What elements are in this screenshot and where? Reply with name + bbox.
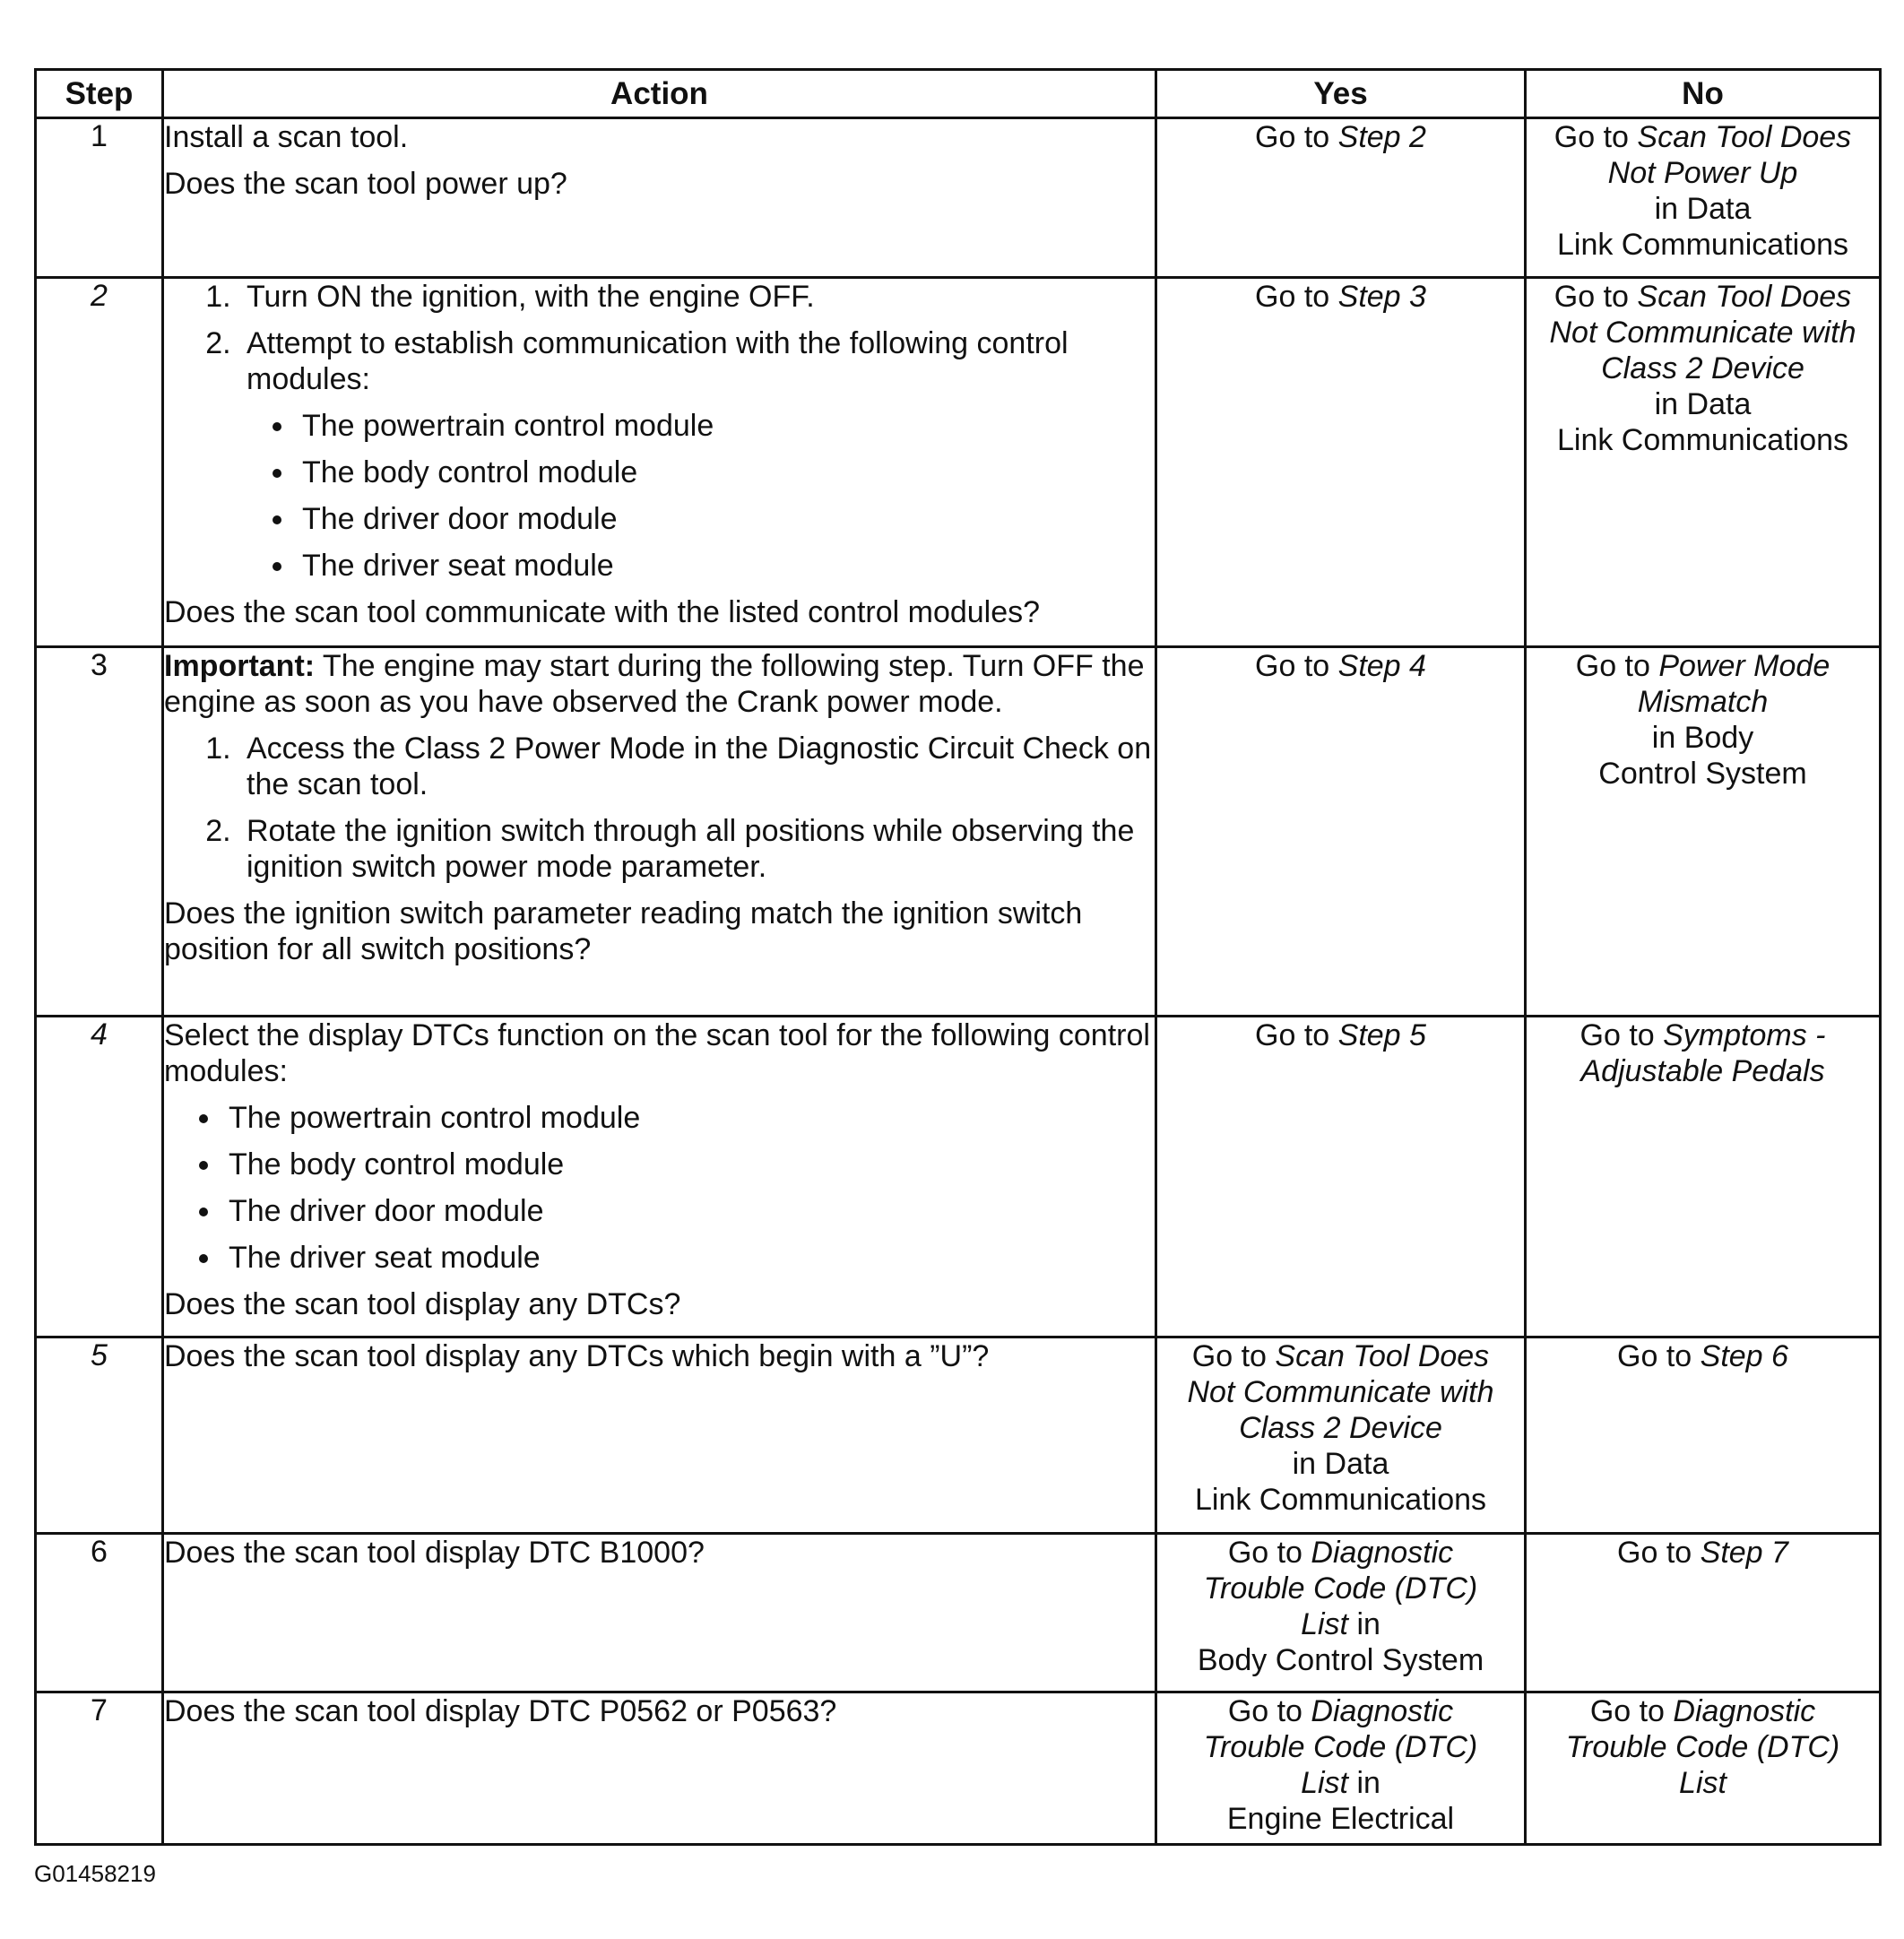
no-prefix: Go to xyxy=(1553,120,1638,154)
action-question: Does the ignition switch parameter reading match the ignition switch position for all switch positions? xyxy=(164,896,1083,966)
bullet-item: • The driver door module xyxy=(223,1193,1155,1229)
action-question: Does the scan tool display any DTCs? xyxy=(164,1287,681,1321)
yes-prefix: Go to xyxy=(1255,120,1338,154)
action-cell xyxy=(163,1534,1156,1692)
step-number: 7 xyxy=(36,1692,163,1845)
no-cell xyxy=(1526,118,1881,278)
action-question: Does the scan tool power up? xyxy=(164,167,567,201)
yes-link[interactable]: Step 3 xyxy=(1337,280,1426,314)
bullet-item: • The powertrain control module xyxy=(297,408,1155,444)
yes-text: in xyxy=(1348,1607,1380,1641)
bullet-item: • The driver seat module xyxy=(223,1240,1155,1276)
yes-link[interactable]: Diagnostic xyxy=(1311,1694,1454,1728)
numbered-list xyxy=(164,731,1155,885)
step-number: 6 xyxy=(36,1534,163,1692)
no-link-cont[interactable]: Trouble Code (DTC) xyxy=(1565,1730,1840,1764)
table-row xyxy=(36,118,1881,278)
numbered-list xyxy=(164,279,1155,584)
table-header-row xyxy=(36,70,1881,118)
step-number: 3 xyxy=(36,647,163,1017)
no-text: in Data xyxy=(1654,387,1752,421)
bullet-list xyxy=(164,1100,1155,1276)
bullet-item: • The powertrain control module xyxy=(223,1100,1155,1136)
no-prefix: Go to xyxy=(1617,1536,1701,1570)
no-link-cont[interactable]: Not Communicate with xyxy=(1549,316,1856,350)
yes-text: Engine Electrical xyxy=(1226,1802,1455,1836)
important-label: Important: xyxy=(164,649,316,683)
no-link-cont[interactable]: Not Power Up xyxy=(1607,156,1798,190)
yes-cell xyxy=(1156,1337,1526,1534)
no-link[interactable]: Scan Tool Does xyxy=(1637,120,1852,154)
no-cell xyxy=(1526,647,1881,1017)
no-text: in Data xyxy=(1654,192,1752,226)
action-cell xyxy=(163,278,1156,647)
no-link-cont[interactable]: Class 2 Device xyxy=(1601,351,1804,385)
no-prefix: Go to xyxy=(1575,649,1659,683)
no-text: Control System xyxy=(1598,757,1807,791)
no-link-cont[interactable]: Adjustable Pedals xyxy=(1580,1054,1825,1088)
yes-link[interactable]: Scan Tool Does xyxy=(1275,1339,1490,1373)
no-cell xyxy=(1526,1692,1881,1845)
list-item: 2. Rotate the ignition switch through all positions while observing the ignition switch power mode parameter. xyxy=(239,813,1155,885)
yes-link-cont[interactable]: Class 2 Device xyxy=(1239,1411,1442,1445)
yes-link[interactable]: Diagnostic xyxy=(1311,1536,1454,1570)
no-prefix: Go to xyxy=(1553,280,1638,314)
yes-prefix: Go to xyxy=(1191,1339,1276,1373)
no-cell xyxy=(1526,1534,1881,1692)
yes-text: in xyxy=(1348,1766,1380,1800)
no-link[interactable]: Symptoms - xyxy=(1663,1018,1826,1052)
yes-prefix: Go to xyxy=(1255,649,1338,683)
no-cell xyxy=(1526,1337,1881,1534)
yes-link-cont[interactable]: Trouble Code (DTC) xyxy=(1203,1730,1478,1764)
yes-link-cont[interactable]: List xyxy=(1301,1607,1348,1641)
step-number: 2 xyxy=(36,278,163,647)
important-text: The engine may start during the following step. Turn OFF the engine as soon as you have observed the Crank power mode. xyxy=(164,649,1145,719)
list-item xyxy=(239,325,1155,584)
yes-text: in Data xyxy=(1292,1447,1389,1481)
step-number: 1 xyxy=(36,118,163,278)
header-no: No xyxy=(1526,70,1881,118)
action-cell xyxy=(163,647,1156,1017)
no-prefix: Go to xyxy=(1617,1339,1701,1373)
action-cell xyxy=(163,1017,1156,1337)
no-text: Link Communications xyxy=(1556,423,1849,457)
figure-id: G01458219 xyxy=(34,1860,156,1887)
action-question: Does the scan tool display any DTCs which begin with a ”U”? xyxy=(164,1339,990,1373)
yes-link-cont[interactable]: List xyxy=(1301,1766,1348,1800)
step-number: 4 xyxy=(36,1017,163,1337)
no-link[interactable]: Step 7 xyxy=(1700,1536,1788,1570)
no-cell xyxy=(1526,278,1881,647)
yes-prefix: Go to xyxy=(1227,1536,1311,1570)
table-row xyxy=(36,1017,1881,1337)
no-link[interactable]: Power Mode xyxy=(1658,649,1830,683)
bullet-list xyxy=(247,408,1155,584)
header-yes: Yes xyxy=(1156,70,1526,118)
no-link[interactable]: Scan Tool Does xyxy=(1637,280,1852,314)
action-cell xyxy=(163,1692,1156,1845)
bullet-item: • The driver door module xyxy=(297,501,1155,537)
yes-prefix: Go to xyxy=(1255,280,1338,314)
action-question: Does the scan tool display DTC B1000? xyxy=(164,1536,705,1570)
list-item: 1. Access the Class 2 Power Mode in the Diagnostic Circuit Check on the scan tool. xyxy=(239,731,1155,802)
no-link-cont[interactable]: List xyxy=(1679,1766,1727,1800)
list-item-text: Attempt to establish communication with the following control modules: xyxy=(247,326,1069,396)
yes-text: Link Communications xyxy=(1194,1483,1487,1517)
yes-prefix: Go to xyxy=(1255,1018,1338,1052)
action-cell xyxy=(163,118,1156,278)
action-question: Does the scan tool communicate with the listed control modules? xyxy=(164,595,1041,629)
yes-cell xyxy=(1156,118,1526,278)
yes-prefix: Go to xyxy=(1227,1694,1311,1728)
yes-link-cont[interactable]: Not Communicate with xyxy=(1187,1375,1494,1409)
table-row xyxy=(36,1337,1881,1534)
yes-cell xyxy=(1156,1534,1526,1692)
bullet-item: • The body control module xyxy=(223,1147,1155,1182)
table-row xyxy=(36,1692,1881,1845)
no-link[interactable]: Step 6 xyxy=(1700,1339,1788,1373)
no-text: in Body xyxy=(1651,721,1754,755)
important-note xyxy=(164,648,1155,720)
header-action: Action xyxy=(163,70,1156,118)
table-row xyxy=(36,278,1881,647)
yes-cell xyxy=(1156,278,1526,647)
no-link[interactable]: Diagnostic xyxy=(1673,1694,1816,1728)
yes-text: Body Control System xyxy=(1197,1643,1484,1677)
yes-cell xyxy=(1156,647,1526,1017)
step-number: 5 xyxy=(36,1337,163,1534)
no-link-cont[interactable]: Mismatch xyxy=(1637,685,1769,719)
header-step: Step xyxy=(36,70,163,118)
bullet-item: • The body control module xyxy=(297,454,1155,490)
no-text: Link Communications xyxy=(1556,228,1849,262)
table-row xyxy=(36,1534,1881,1692)
diagnostic-table xyxy=(34,68,1882,1846)
no-prefix: Go to xyxy=(1579,1018,1664,1052)
action-intro: Select the display DTCs function on the scan tool for the following control modules: xyxy=(164,1018,1150,1088)
action-text: Install a scan tool. xyxy=(164,120,409,154)
list-item: 1. Turn ON the ignition, with the engine OFF. xyxy=(239,279,1155,315)
yes-cell xyxy=(1156,1017,1526,1337)
yes-cell xyxy=(1156,1692,1526,1845)
yes-link[interactable]: Step 4 xyxy=(1337,649,1426,683)
action-cell xyxy=(163,1337,1156,1534)
action-question: Does the scan tool display DTC P0562 or P0563? xyxy=(164,1694,837,1728)
no-prefix: Go to xyxy=(1589,1694,1674,1728)
table-row xyxy=(36,647,1881,1017)
yes-link-cont[interactable]: Trouble Code (DTC) xyxy=(1203,1571,1478,1606)
bullet-item: • The driver seat module xyxy=(297,548,1155,584)
no-cell xyxy=(1526,1017,1881,1337)
yes-link[interactable]: Step 5 xyxy=(1337,1018,1426,1052)
yes-link[interactable]: Step 2 xyxy=(1337,120,1426,154)
